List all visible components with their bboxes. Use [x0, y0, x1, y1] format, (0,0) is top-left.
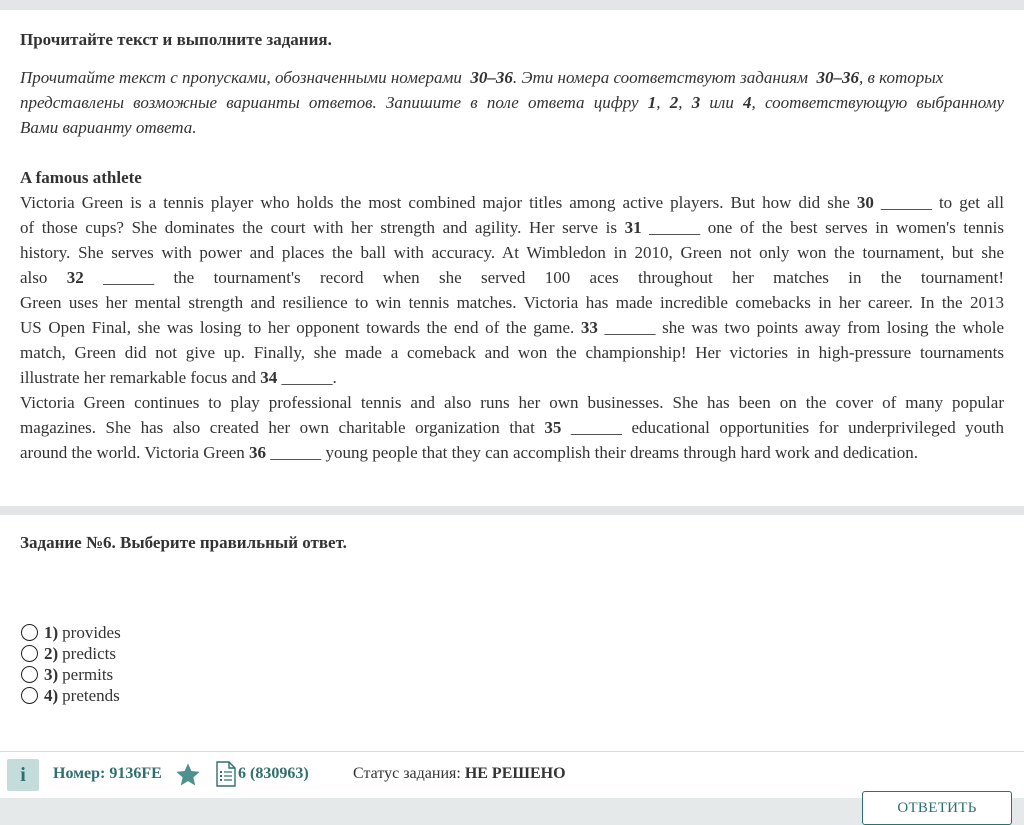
top-strip	[0, 0, 1024, 10]
document-list-icon[interactable]	[215, 761, 237, 787]
option-text: pretends	[62, 685, 120, 705]
instructions-line-3: Вами варианту ответа.	[20, 118, 197, 137]
card-separator	[0, 506, 1024, 515]
task-status: Статус задания: НЕ РЕШЕНО	[353, 765, 566, 782]
answer-option-1[interactable]	[21, 622, 121, 643]
option-number: 3)	[44, 664, 59, 684]
variant-link[interactable]: 6 (830963)	[238, 765, 309, 782]
radio-button[interactable]	[21, 666, 38, 683]
instructions-line-1: Прочитайте текст с пропусками, обозначенными номерами 30–36. Эти номера соответствуют заданиям 30–36, в которых	[20, 68, 944, 87]
option-number: 1)	[44, 622, 59, 642]
passage-line: match, Green did not give up. Finally, she made a comeback and won the championship! Her victories in high-pressure tournaments	[20, 343, 1004, 362]
passage-line: Green uses her mental strength and resilience to win tennis matches. Victoria has made incredible comebacks in her career. In the 2013	[20, 293, 1004, 312]
option-number: 4)	[44, 685, 59, 705]
instructions	[20, 65, 1004, 140]
option-text: permits	[62, 664, 114, 684]
gap-number: 31	[624, 218, 642, 237]
gap-number: 30	[856, 193, 874, 212]
radio-button[interactable]	[21, 645, 38, 662]
passage-line: Victoria Green is a tennis player who holds the most combined major titles among active players. But how did she 30 ______ to get all	[20, 193, 1004, 212]
gap-number: 36	[249, 443, 267, 462]
answer-button[interactable]: ОТВЕТИТЬ	[862, 791, 1012, 825]
radio-button[interactable]	[21, 687, 38, 704]
passage-line: magazines. She has also created her own charitable organization that 35 ______ educational opportunities for underprivileged youth	[20, 418, 1004, 437]
passage-line: around the world. Victoria Green 36 ______ young people that they can accomplish their dreams through hard work and dedication.	[20, 443, 919, 462]
passage-line: US Open Final, she was losing to her opponent towards the end of the game. 33 ______ she was two points away from losing the whole	[20, 318, 1004, 337]
star-icon[interactable]	[174, 761, 202, 789]
answer-option-2[interactable]	[21, 643, 116, 664]
gap-number: 35	[544, 418, 562, 437]
question-title: Задание №6. Выберите правильный ответ.	[20, 533, 347, 552]
info-button[interactable]: i	[7, 759, 39, 791]
radio-button[interactable]	[21, 624, 38, 641]
passage-line: history. She serves with power and places the ball with accuracy. At Wimbledon in 2010, Green not only won the tournament, but she	[20, 243, 1004, 262]
option-text: predicts	[62, 643, 116, 663]
instructions-line-2: представлены возможные варианты ответов. Запишите в поле ответа цифру 1, 2, 3 или 4, соответствующую выбранному	[20, 93, 1004, 112]
passage-line: Victoria Green continues to play professional tennis and also runs her own businesses. She has been on the cover of many popular	[20, 393, 1004, 412]
option-number: 2)	[44, 643, 59, 663]
status-value: НЕ РЕШЕНО	[464, 765, 566, 782]
option-text: provides	[62, 622, 121, 642]
gap-number: 32	[66, 268, 84, 287]
task-number: Номер: 9136FE	[53, 765, 162, 782]
passage-text	[20, 190, 1004, 465]
passage-line: illustrate her remarkable focus and 34 ______.	[20, 368, 337, 387]
answer-option-3[interactable]	[21, 664, 113, 685]
passage-title: A famous athlete	[20, 168, 142, 187]
passage-line: also 32 ______ the tournament's record when she served 100 aces throughout her matches in the tournament!	[20, 268, 1004, 287]
answer-option-4[interactable]	[21, 685, 120, 706]
gap-number: 34	[260, 368, 278, 387]
passage-line: of those cups? She dominates the court with her strength and agility. Her serve is 31 ______ one of the best serves in women's tennis	[20, 218, 1004, 237]
gap-number: 33	[580, 318, 598, 337]
task-header: Прочитайте текст и выполните задания.	[20, 30, 332, 49]
